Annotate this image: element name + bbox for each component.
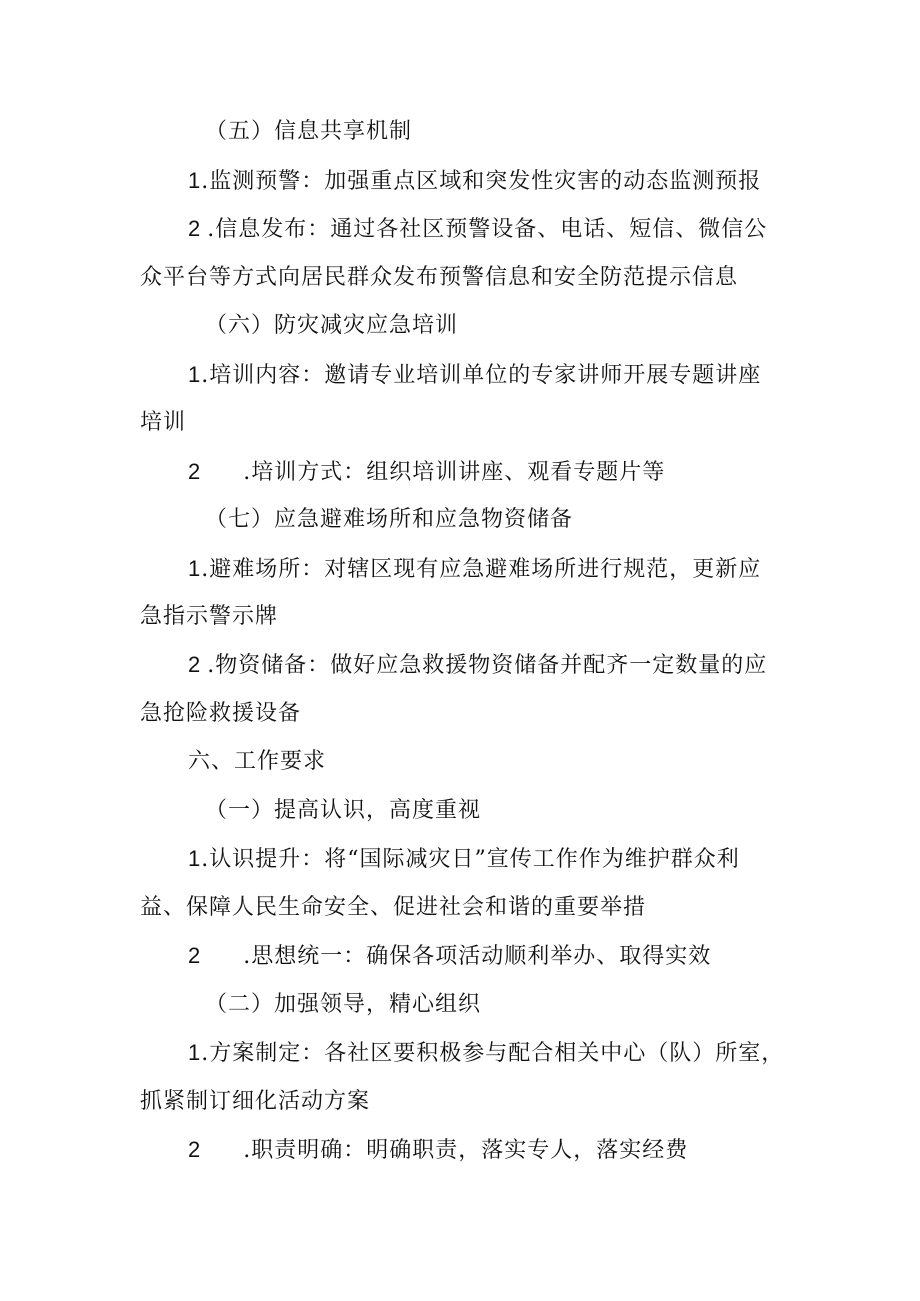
continuation-text: 培训 (140, 410, 187, 435)
item-plan-formulation-cont (140, 1087, 370, 1117)
heading-shelter-supplies (205, 505, 573, 535)
item-plan-formulation (188, 1038, 784, 1069)
heading-raise-awareness (205, 796, 481, 826)
item-supplies-cont (140, 699, 301, 729)
item-number: 2 (188, 459, 202, 484)
item-number: 1 (188, 846, 202, 871)
item-clear-responsibilities (188, 1135, 688, 1166)
continuation-text: 抓紧制订细化活动方案 (140, 1089, 371, 1114)
item-text: .信息发布：通过各社区预警设备、电话、短信、微信公 (207, 217, 768, 242)
item-unified-thinking (188, 941, 711, 972)
item-number: 1 (188, 168, 202, 193)
item-text: .物资储备：做好应急救援物资储备并配齐一定数量的应 (207, 653, 768, 678)
heading-text: （七）应急避难场所和应急物资储备 (205, 507, 574, 532)
item-number: 2 (188, 1137, 202, 1162)
item-text: .思想统一：确保各项活动顺利举办、取得实效 (243, 944, 712, 969)
item-training-content (188, 360, 761, 391)
heading-text: （一）提高认识，高度重视 (205, 798, 482, 823)
item-text: .认识提升：将“国际减灾日”宣传工作作为维护群众利 (201, 847, 740, 872)
heading-text: （二）加强领导，精心组织 (205, 992, 482, 1017)
continuation-text: 急抢险救援设备 (140, 701, 302, 726)
section-work-requirements (188, 747, 326, 777)
item-shelter (188, 554, 761, 585)
item-number: 1 (188, 1040, 202, 1065)
heading-info-sharing (205, 117, 412, 147)
heading-text: （六）防灾减灾应急培训 (205, 313, 459, 338)
item-supplies (188, 650, 767, 681)
item-training-method (188, 457, 665, 488)
section-heading-text: 六、工作要求 (188, 749, 327, 774)
heading-text: （五）信息共享机制 (205, 119, 413, 144)
heading-disaster-training (205, 311, 458, 341)
item-number: 2 (188, 943, 202, 968)
heading-strengthen-leadership (205, 990, 481, 1020)
item-info-release (188, 214, 767, 245)
item-shelter-cont (140, 602, 278, 632)
continuation-text: 益、保障人民生命安全、促进社会和谐的重要举措 (140, 895, 647, 920)
item-text: .培训内容：邀请专业培训单位的专家讲师开展专题讲座 (201, 363, 762, 388)
item-text: .避难场所：对辖区现有应急避难场所进行规范，更新应 (201, 557, 762, 582)
item-number: 2 (188, 216, 202, 241)
item-text: .方案制定：各社区要积极参与配合相关中心（队）所室， (201, 1041, 785, 1066)
continuation-text: 众平台等方式向居民群众发布预警信息和安全防范提示信息 (140, 265, 739, 290)
item-monitoring-warning (188, 166, 761, 197)
item-awareness-cont (140, 893, 646, 923)
item-text: .培训方式：组织培训讲座、观看专题片等 (243, 460, 666, 485)
item-number: 2 (188, 652, 202, 677)
item-number: 1 (188, 556, 202, 581)
item-awareness (188, 844, 740, 875)
item-text: .监测预警：加强重点区域和突发性灾害的动态监测预报 (201, 169, 762, 194)
item-number: 1 (188, 362, 202, 387)
item-info-release-cont (140, 263, 738, 293)
continuation-text: 急指示警示牌 (140, 604, 279, 629)
item-training-content-cont (140, 408, 186, 438)
item-text: .职责明确：明确职责，落实专人，落实经费 (243, 1138, 689, 1163)
